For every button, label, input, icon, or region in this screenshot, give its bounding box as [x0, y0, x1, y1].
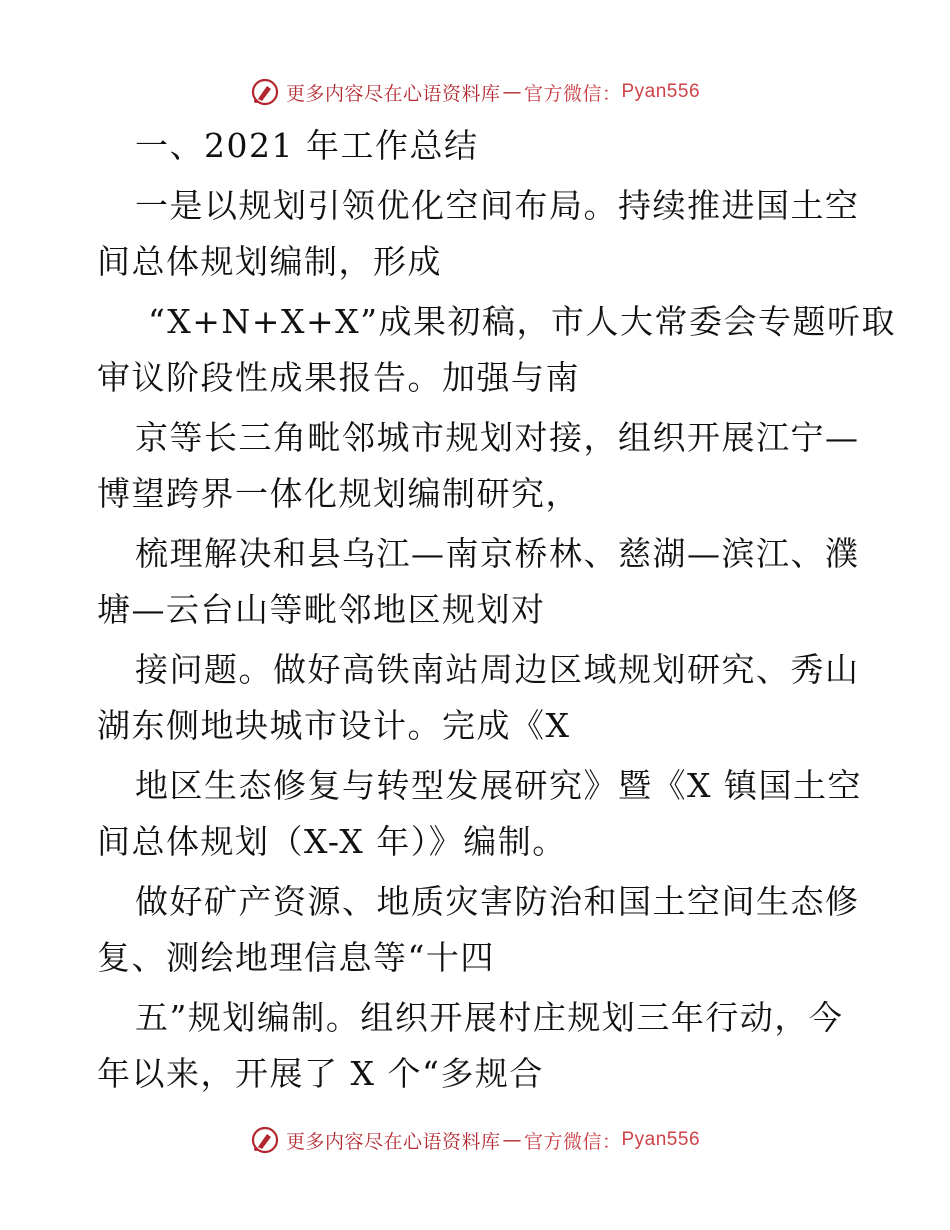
- text-line: 接问题。做好高铁南站周边区域规划研究、秀山: [135, 650, 860, 689]
- text-line: 审议阶段性成果报告。加强与南: [97, 358, 580, 397]
- text-line: 一是以规划引领优化空间布局。持续推进国土空: [135, 186, 860, 225]
- footer-separator: —: [502, 1129, 522, 1151]
- text-line: 五”规划编制。组织开展村庄规划三年行动，今: [135, 998, 844, 1037]
- header-wechat-label: 官方微信：: [523, 82, 622, 105]
- text-line: 地区生态修复与转型发展研究》暨《X 镇国土空: [135, 766, 862, 805]
- text-line: 梳理解决和县乌江—南京桥林、慈湖—滨江、濮: [135, 534, 860, 573]
- text-line: 博望跨界一体化规划编制研究，: [97, 474, 580, 513]
- header-site-text: 更多内容尽在心语资料库: [285, 82, 501, 105]
- text-line: 年以来，开展了 X 个“多规合: [97, 1054, 544, 1093]
- text-line: 湖东侧地块城市设计。完成《X: [97, 706, 571, 745]
- text-line: 间总体规划编制，形成: [97, 242, 442, 281]
- footer-site-text: 更多内容尽在心语资料库: [285, 1130, 501, 1153]
- footer-wechat-id: Pyan556: [621, 1129, 701, 1150]
- text-line: 塘—云台山等毗邻地区规划对: [97, 590, 546, 629]
- text-line: 间总体规划（X-X 年）》编制。: [97, 822, 567, 861]
- pen-nib-circle-icon: [250, 1125, 280, 1155]
- header-separator: —: [502, 81, 522, 103]
- section-heading: 一、2021 年工作总结: [135, 126, 479, 165]
- text-line: “X+N+X+X”成果初稿，市人大常委会专题听取: [148, 302, 896, 341]
- text-line: 京等长三角毗邻城市规划对接，组织开展江宁—: [135, 418, 860, 457]
- footer-watermark-banner: [0, 1120, 950, 1160]
- header-wechat-id: Pyan556: [621, 81, 701, 102]
- text-line: 做好矿产资源、地质灾害防治和国土空间生态修: [135, 882, 860, 921]
- footer-wechat-label: 官方微信：: [523, 1130, 622, 1153]
- text-line: 复、测绘地理信息等“十四: [97, 938, 495, 977]
